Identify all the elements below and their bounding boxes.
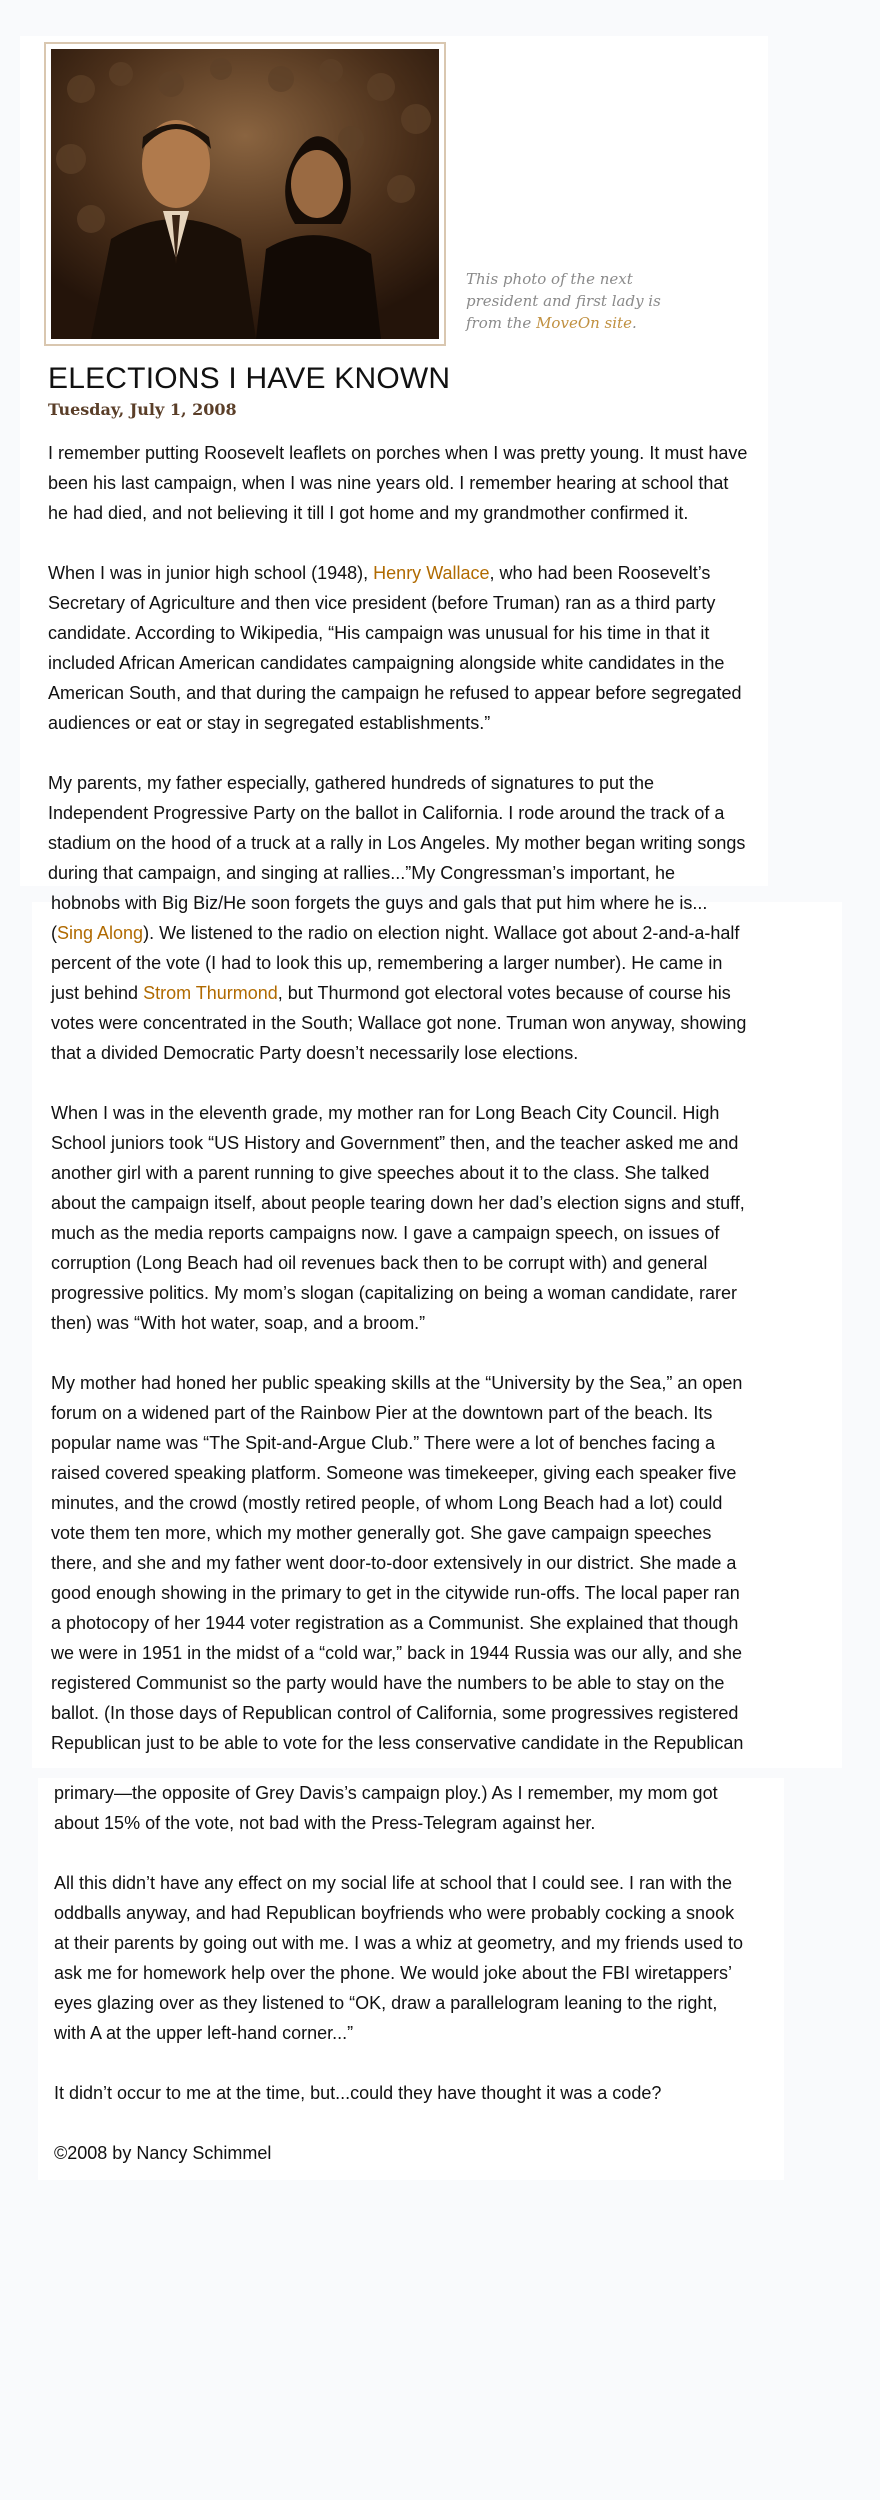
paragraph-parents-b	[51, 888, 751, 1068]
paragraph-parents-text-c: ). We listened to the radio on election night. Wallace got about 2-and-a-half percent of the vote (I had to look this up, remembering a larger number). He came in just behind	[51, 923, 740, 1003]
article-body-2	[51, 888, 751, 1758]
article-body-1	[48, 438, 748, 888]
paragraph-roosevelt: I remember putting Roosevelt leaflets on porches when I was pretty young. It must have been his last campaign, when I was nine years old. I remember hearing at school that he had died, and not believing it till I got home and my grandmother confirmed it.	[48, 443, 748, 523]
post-date: Tuesday, July 1, 2008	[48, 400, 237, 419]
paragraph-code: It didn’t occur to me at the time, but...could they have thought it was a code?	[54, 2083, 662, 2103]
paragraph-wallace	[48, 558, 748, 738]
photo-frame	[44, 42, 446, 346]
paragraph-social-life: All this didn’t have any effect on my social life at school that I could see. I ran with the oddballs anyway, and had Republican boyfriends who were probably cocking a snook at their parents by going out with me. I was a whiz at geometry, and my friends used to ask me for homework help over the phone. We would joke about the FBI wiretappers’ eyes glazing over as they listened to “OK, draw a parallelogram leaning to the right, with A at the upper left-hand corner...”	[54, 1873, 744, 2043]
sing-along-link[interactable]: Sing Along	[57, 923, 144, 943]
moveon-link[interactable]: MoveOn site	[536, 314, 632, 332]
paragraph-university-by-sea: My mother had honed her public speaking skills at the “University by the Sea,” an open forum on a widened part of the Rainbow Pier at the downtown part of the beach. Its popular name was “The Spit-and-Argue Club.” There were a lot of benches facing a raised covered speaking platform. Someone was timekeeper, giving each speaker five minutes, and the crowd (mostly retired people, of whom Long Beach had a lot) could vote them ten more, which my mother generally got. She gave campaign speeches there, and she and my father went door-to-door extensively in our district. She made a good enough showing in the primary to get in the citywide run-offs. The local paper ran a photocopy of her 1944 voter registration as a Communist. She explained that though we were in 1951 in the midst of a “cold war,” back in 1944 Russia was our ally, and she registered Communist so the party would have the numbers to be able to stay on the ballot. (In those days of Republican control of California, some progressives registered Republican just to be able to vote for the less conservative candidate in the Republican	[51, 1373, 744, 1753]
photo-caption	[466, 268, 666, 334]
caption-text: This photo of the next president and first lady is from the	[466, 270, 661, 332]
paragraph-parents-text-d: , but Thurmond got electoral votes because of course his votes were concentrated in the South; Wallace got none. Truman won anyway, showing that a divided Democratic Party doesn’t necessarily lose elections.	[51, 983, 747, 1063]
paragraph-parents-text-b: hobnobs with Big Biz/He soon forgets the guys and gals that put him where he is... (	[51, 893, 708, 943]
henry-wallace-link[interactable]: Henry Wallace	[373, 563, 490, 583]
caption-suffix: .	[631, 314, 637, 332]
paragraph-city-council: When I was in the eleventh grade, my mother ran for Long Beach City Council. High School juniors took “US History and Government” then, and the teacher asked me and another girl with a parent running to give speeches about it to the class. She talked about the campaign itself, about people tearing down her dad’s election signs and stuff, much as the media reports campaigns now. I gave a campaign speech, on issues of corruption (Long Beach had oil revenues back then to be corrupt with) and general progressive politics. My mom’s slogan (capitalizing on being a woman candidate, rarer then) was “With hot water, soap, and a broom.”	[51, 1103, 745, 1333]
paragraph-wallace-text-a: When I was in junior high school (1948),	[48, 563, 374, 583]
paragraph-parents-a: My parents, my father especially, gathered hundreds of signatures to put the Independent Progressive Party on the ballot in California. I rode around the track of a stadium on the hood of a truck at a rally in Los Angeles. My mother began writing songs during that campaign, and singing at rallies...”My Congressman’s important, he	[48, 773, 746, 883]
article-body-3	[54, 1778, 754, 2168]
photo-illustration	[51, 49, 439, 339]
strom-thurmond-link[interactable]: Strom Thurmond	[143, 983, 278, 1003]
copyright-notice: ©2008 by Nancy Schimmel	[54, 2143, 272, 2163]
page-title: ELECTIONS I HAVE KNOWN	[48, 362, 451, 395]
paragraph-primary: primary—the opposite of Grey Davis’s campaign ploy.) As I remember, my mom got about 15% of the vote, not bad with the Press-Telegram against her.	[54, 1783, 718, 1833]
paragraph-wallace-text-b: , who had been Roosevelt’s Secretary of Agriculture and then vice president (before Truman) ran as a third party candidate. According to Wikipedia, “His campaign was unusual for his time in that it included African American candidates campaigning alongside white candidates in the American South, and that during the campaign he refused to appear before segregated audiences or eat or stay in segregated establishments.”	[48, 563, 742, 733]
obama-photo[interactable]	[51, 49, 439, 339]
